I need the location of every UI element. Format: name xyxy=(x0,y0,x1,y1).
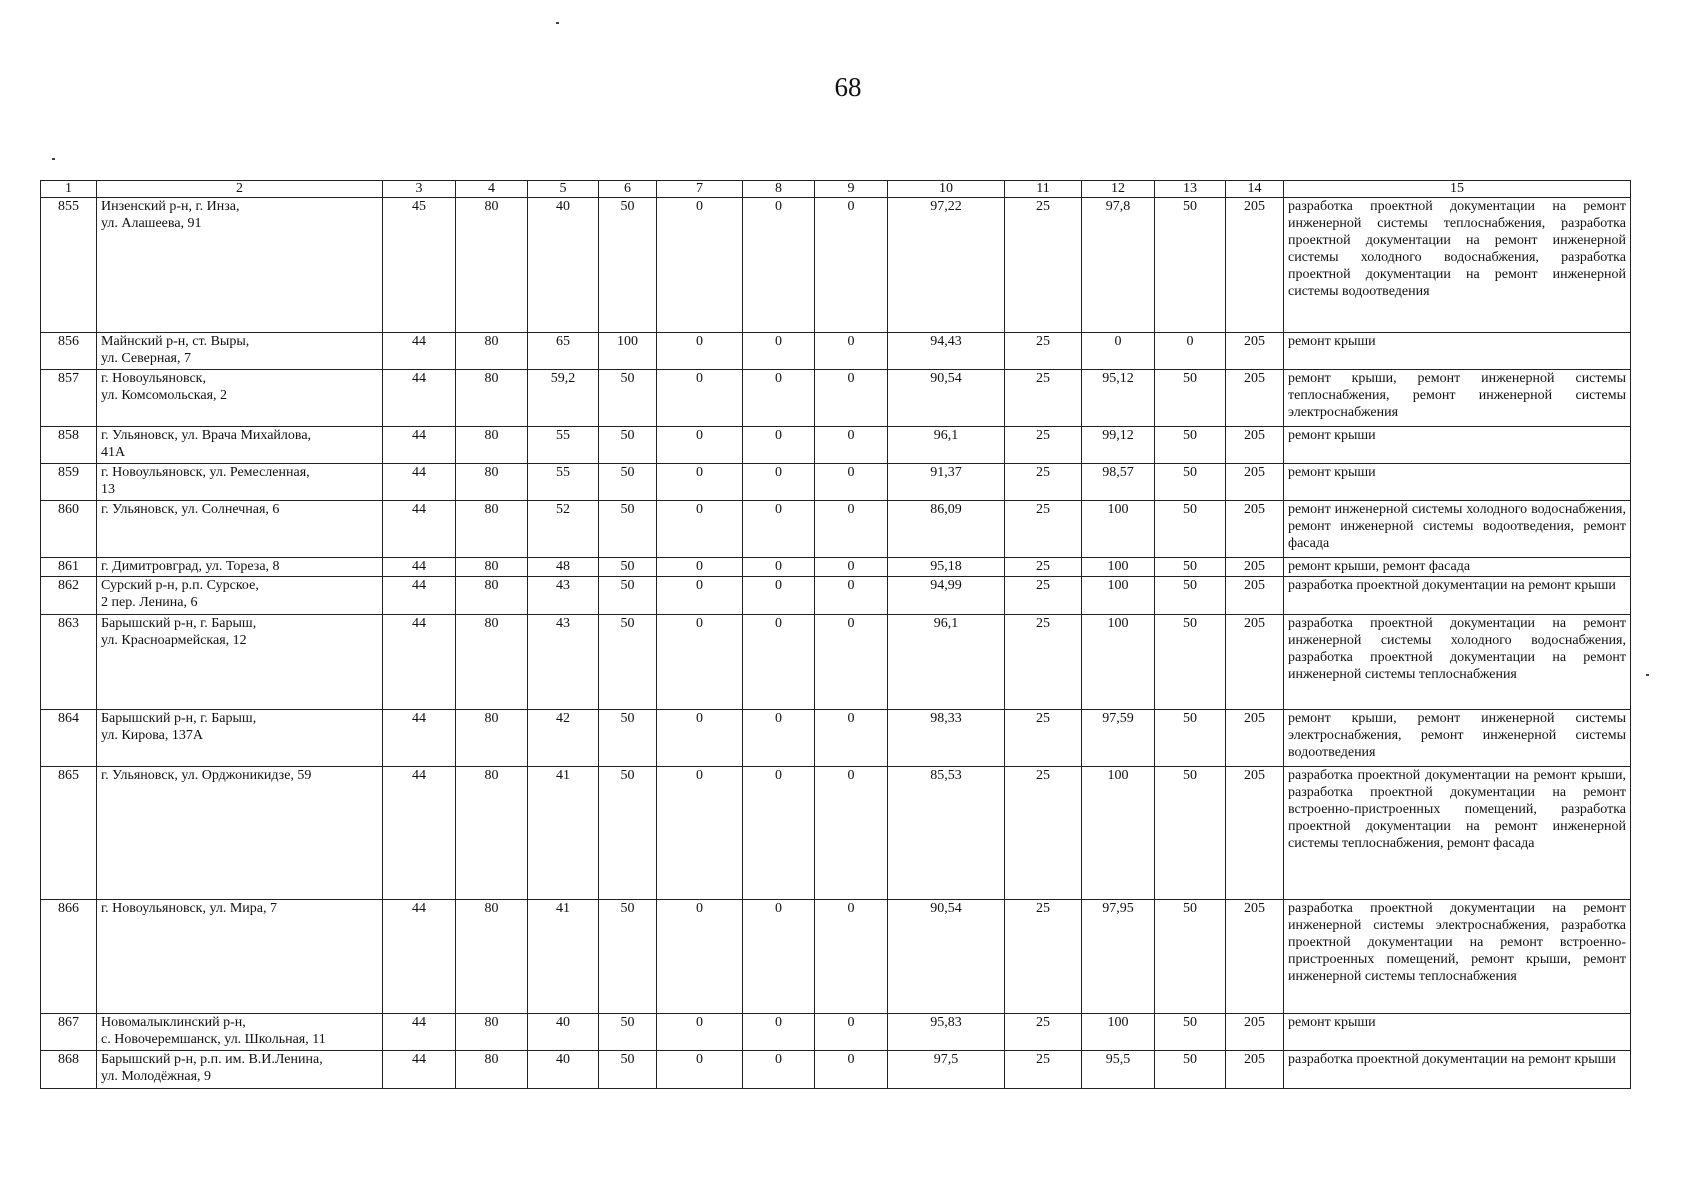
value-cell-col11: 25 xyxy=(1005,198,1082,333)
address-cell: Барышский р-н, г. Барыш, ул. Красноармейская, 12 xyxy=(97,615,383,710)
value-cell-col12: 98,57 xyxy=(1082,464,1155,501)
row-number-cell: 867 xyxy=(41,1014,97,1051)
value-cell-col7: 0 xyxy=(657,333,743,370)
work-description-cell: ремонт крыши xyxy=(1284,464,1631,501)
address-cell: Барышский р-н, р.п. им. В.И.Ленина, ул. Молодёжная, 9 xyxy=(97,1051,383,1089)
value-cell-col7: 0 xyxy=(657,577,743,615)
value-cell-col5: 43 xyxy=(528,577,599,615)
value-cell-col9: 0 xyxy=(815,615,888,710)
value-cell-col8: 0 xyxy=(743,1051,815,1089)
value-cell-col9: 0 xyxy=(815,900,888,1014)
value-cell-col14: 205 xyxy=(1226,767,1284,900)
value-cell-col3: 45 xyxy=(383,198,456,333)
table-row xyxy=(41,370,1631,427)
value-cell-col11: 25 xyxy=(1005,427,1082,464)
table-row xyxy=(41,900,1631,1014)
value-cell-col3: 44 xyxy=(383,501,456,558)
table-row xyxy=(41,427,1631,464)
value-cell-col11: 25 xyxy=(1005,1014,1082,1051)
address-cell: Майнский р-н, ст. Выры, ул. Северная, 7 xyxy=(97,333,383,370)
value-cell-col10: 97,5 xyxy=(888,1051,1005,1089)
value-cell-col6: 50 xyxy=(599,198,657,333)
value-cell-col6: 50 xyxy=(599,767,657,900)
value-cell-col4: 80 xyxy=(456,198,528,333)
column-number-header: 7 xyxy=(657,181,743,198)
value-cell-col13: 50 xyxy=(1155,370,1226,427)
data-table xyxy=(40,180,1631,1089)
value-cell-col3: 44 xyxy=(383,577,456,615)
value-cell-col9: 0 xyxy=(815,558,888,577)
value-cell-col13: 50 xyxy=(1155,427,1226,464)
value-cell-col8: 0 xyxy=(743,615,815,710)
value-cell-col11: 25 xyxy=(1005,558,1082,577)
value-cell-col13: 50 xyxy=(1155,198,1226,333)
value-cell-col14: 205 xyxy=(1226,615,1284,710)
column-number-header: 1 xyxy=(41,181,97,198)
value-cell-col13: 50 xyxy=(1155,464,1226,501)
table-row xyxy=(41,501,1631,558)
value-cell-col13: 50 xyxy=(1155,900,1226,1014)
table-row xyxy=(41,464,1631,501)
value-cell-col11: 25 xyxy=(1005,767,1082,900)
table-row xyxy=(41,710,1631,767)
value-cell-col9: 0 xyxy=(815,333,888,370)
value-cell-col8: 0 xyxy=(743,577,815,615)
value-cell-col11: 25 xyxy=(1005,577,1082,615)
value-cell-col6: 100 xyxy=(599,333,657,370)
value-cell-col4: 80 xyxy=(456,333,528,370)
column-number-header: 9 xyxy=(815,181,888,198)
value-cell-col10: 96,1 xyxy=(888,615,1005,710)
value-cell-col7: 0 xyxy=(657,370,743,427)
value-cell-col6: 50 xyxy=(599,577,657,615)
work-description-cell: ремонт крыши, ремонт инженерной системы теплоснабжения, ремонт инженерной системы электроснабжения xyxy=(1284,370,1631,427)
value-cell-col3: 44 xyxy=(383,427,456,464)
value-cell-col4: 80 xyxy=(456,464,528,501)
column-number-header: 3 xyxy=(383,181,456,198)
value-cell-col13: 50 xyxy=(1155,1014,1226,1051)
row-number-cell: 865 xyxy=(41,767,97,900)
value-cell-col10: 97,22 xyxy=(888,198,1005,333)
value-cell-col14: 205 xyxy=(1226,198,1284,333)
value-cell-col14: 205 xyxy=(1226,558,1284,577)
address-cell: Инзенский р-н, г. Инза, ул. Алашеева, 91 xyxy=(97,198,383,333)
value-cell-col7: 0 xyxy=(657,558,743,577)
value-cell-col10: 86,09 xyxy=(888,501,1005,558)
column-number-header: 11 xyxy=(1005,181,1082,198)
value-cell-col6: 50 xyxy=(599,558,657,577)
row-number-cell: 868 xyxy=(41,1051,97,1089)
value-cell-col8: 0 xyxy=(743,333,815,370)
column-number-header: 13 xyxy=(1155,181,1226,198)
value-cell-col4: 80 xyxy=(456,1051,528,1089)
value-cell-col6: 50 xyxy=(599,615,657,710)
row-number-cell: 860 xyxy=(41,501,97,558)
table-row xyxy=(41,1014,1631,1051)
value-cell-col11: 25 xyxy=(1005,900,1082,1014)
value-cell-col8: 0 xyxy=(743,767,815,900)
table-row xyxy=(41,333,1631,370)
value-cell-col10: 98,33 xyxy=(888,710,1005,767)
value-cell-col12: 97,8 xyxy=(1082,198,1155,333)
value-cell-col5: 52 xyxy=(528,501,599,558)
column-number-header: 15 xyxy=(1284,181,1631,198)
value-cell-col12: 100 xyxy=(1082,615,1155,710)
value-cell-col14: 205 xyxy=(1226,1051,1284,1089)
value-cell-col7: 0 xyxy=(657,767,743,900)
value-cell-col12: 100 xyxy=(1082,558,1155,577)
value-cell-col13: 50 xyxy=(1155,1051,1226,1089)
value-cell-col7: 0 xyxy=(657,464,743,501)
address-cell: г. Новоульяновск, ул. Комсомольская, 2 xyxy=(97,370,383,427)
row-number-cell: 857 xyxy=(41,370,97,427)
scan-speck xyxy=(1646,674,1649,676)
value-cell-col10: 95,18 xyxy=(888,558,1005,577)
value-cell-col10: 90,54 xyxy=(888,900,1005,1014)
value-cell-col9: 0 xyxy=(815,501,888,558)
value-cell-col5: 59,2 xyxy=(528,370,599,427)
value-cell-col5: 55 xyxy=(528,427,599,464)
value-cell-col10: 85,53 xyxy=(888,767,1005,900)
value-cell-col7: 0 xyxy=(657,198,743,333)
value-cell-col9: 0 xyxy=(815,710,888,767)
value-cell-col4: 80 xyxy=(456,427,528,464)
value-cell-col8: 0 xyxy=(743,198,815,333)
work-description-cell: разработка проектной документации на ремонт инженерной системы теплоснабжения, разработка проектной документации на ремонт инженерной системы холодного водоснабжения, разработка проектной документации на ремонт инженерной системы водоотведения xyxy=(1284,198,1631,333)
value-cell-col7: 0 xyxy=(657,501,743,558)
value-cell-col5: 40 xyxy=(528,1014,599,1051)
value-cell-col9: 0 xyxy=(815,767,888,900)
work-description-cell: ремонт инженерной системы холодного водоснабжения, ремонт инженерной системы водоотведения, ремонт фасада xyxy=(1284,501,1631,558)
value-cell-col12: 99,12 xyxy=(1082,427,1155,464)
address-cell: г. Новоульяновск, ул. Мира, 7 xyxy=(97,900,383,1014)
address-cell: Сурский р-н, р.п. Сурское, 2 пер. Ленина, 6 xyxy=(97,577,383,615)
value-cell-col5: 42 xyxy=(528,710,599,767)
value-cell-col13: 50 xyxy=(1155,558,1226,577)
value-cell-col3: 44 xyxy=(383,615,456,710)
value-cell-col8: 0 xyxy=(743,710,815,767)
value-cell-col3: 44 xyxy=(383,333,456,370)
column-number-header: 4 xyxy=(456,181,528,198)
value-cell-col3: 44 xyxy=(383,1051,456,1089)
value-cell-col10: 95,83 xyxy=(888,1014,1005,1051)
address-cell: Барышский р-н, г. Барыш, ул. Кирова, 137А xyxy=(97,710,383,767)
address-cell: г. Ульяновск, ул. Орджоникидзе, 59 xyxy=(97,767,383,900)
value-cell-col3: 44 xyxy=(383,1014,456,1051)
value-cell-col13: 50 xyxy=(1155,710,1226,767)
value-cell-col12: 100 xyxy=(1082,577,1155,615)
work-description-cell: ремонт крыши, ремонт фасада xyxy=(1284,558,1631,577)
row-number-cell: 864 xyxy=(41,710,97,767)
value-cell-col14: 205 xyxy=(1226,1014,1284,1051)
value-cell-col13: 50 xyxy=(1155,577,1226,615)
value-cell-col10: 94,43 xyxy=(888,333,1005,370)
value-cell-col12: 100 xyxy=(1082,767,1155,900)
table-row xyxy=(41,767,1631,900)
value-cell-col5: 43 xyxy=(528,615,599,710)
value-cell-col12: 95,5 xyxy=(1082,1051,1155,1089)
value-cell-col9: 0 xyxy=(815,464,888,501)
value-cell-col8: 0 xyxy=(743,464,815,501)
value-cell-col11: 25 xyxy=(1005,1051,1082,1089)
value-cell-col14: 205 xyxy=(1226,577,1284,615)
row-number-cell: 859 xyxy=(41,464,97,501)
value-cell-col8: 0 xyxy=(743,1014,815,1051)
address-cell: г. Ульяновск, ул. Врача Михайлова, 41А xyxy=(97,427,383,464)
page-number: 68 xyxy=(834,72,862,102)
work-description-cell: разработка проектной документации на ремонт крыши, разработка проектной документации на ремонт встроенно-пристроенных помещений, разработка проектной документации на ремонт инженерной системы теплоснабжения, ремонт фасада xyxy=(1284,767,1631,900)
table-row xyxy=(41,577,1631,615)
value-cell-col11: 25 xyxy=(1005,464,1082,501)
value-cell-col14: 205 xyxy=(1226,501,1284,558)
value-cell-col10: 94,99 xyxy=(888,577,1005,615)
address-cell: Новомалыклинский р-н, с. Новочеремшанск, ул. Школьная, 11 xyxy=(97,1014,383,1051)
table-row xyxy=(41,198,1631,333)
value-cell-col14: 205 xyxy=(1226,464,1284,501)
work-description-cell: ремонт крыши xyxy=(1284,427,1631,464)
row-number-cell: 863 xyxy=(41,615,97,710)
value-cell-col13: 50 xyxy=(1155,767,1226,900)
column-number-header: 14 xyxy=(1226,181,1284,198)
value-cell-col10: 91,37 xyxy=(888,464,1005,501)
work-description-cell: разработка проектной документации на ремонт инженерной системы электроснабжения, разработка проектной документации на ремонт встроенно-пристроенных помещений, ремонт крыши, ремонт инженерной системы теплоснабжения xyxy=(1284,900,1631,1014)
value-cell-col6: 50 xyxy=(599,900,657,1014)
value-cell-col4: 80 xyxy=(456,370,528,427)
value-cell-col5: 65 xyxy=(528,333,599,370)
value-cell-col9: 0 xyxy=(815,1014,888,1051)
value-cell-col11: 25 xyxy=(1005,710,1082,767)
value-cell-col11: 25 xyxy=(1005,615,1082,710)
value-cell-col14: 205 xyxy=(1226,710,1284,767)
value-cell-col3: 44 xyxy=(383,370,456,427)
value-cell-col9: 0 xyxy=(815,198,888,333)
value-cell-col14: 205 xyxy=(1226,900,1284,1014)
value-cell-col7: 0 xyxy=(657,427,743,464)
column-number-header: 10 xyxy=(888,181,1005,198)
value-cell-col7: 0 xyxy=(657,615,743,710)
value-cell-col4: 80 xyxy=(456,900,528,1014)
table-row xyxy=(41,1051,1631,1089)
value-cell-col13: 50 xyxy=(1155,501,1226,558)
table-body xyxy=(41,198,1631,1089)
value-cell-col8: 0 xyxy=(743,900,815,1014)
address-cell: г. Новоульяновск, ул. Ремесленная, 13 xyxy=(97,464,383,501)
work-description-cell: ремонт крыши xyxy=(1284,1014,1631,1051)
column-number-row xyxy=(41,181,1631,198)
value-cell-col11: 25 xyxy=(1005,370,1082,427)
scan-speck xyxy=(556,22,559,24)
value-cell-col7: 0 xyxy=(657,1014,743,1051)
value-cell-col11: 25 xyxy=(1005,333,1082,370)
value-cell-col4: 80 xyxy=(456,615,528,710)
value-cell-col5: 40 xyxy=(528,198,599,333)
value-cell-col8: 0 xyxy=(743,370,815,427)
value-cell-col10: 96,1 xyxy=(888,427,1005,464)
column-number-header: 5 xyxy=(528,181,599,198)
value-cell-col6: 50 xyxy=(599,710,657,767)
column-number-header: 8 xyxy=(743,181,815,198)
value-cell-col6: 50 xyxy=(599,1014,657,1051)
value-cell-col14: 205 xyxy=(1226,427,1284,464)
value-cell-col3: 44 xyxy=(383,900,456,1014)
value-cell-col3: 44 xyxy=(383,767,456,900)
value-cell-col12: 97,59 xyxy=(1082,710,1155,767)
value-cell-col4: 80 xyxy=(456,767,528,900)
value-cell-col5: 48 xyxy=(528,558,599,577)
work-description-cell: разработка проектной документации на ремонт крыши xyxy=(1284,1051,1631,1089)
work-description-cell: ремонт крыши, ремонт инженерной системы электроснабжения, ремонт инженерной системы водоотведения xyxy=(1284,710,1631,767)
value-cell-col9: 0 xyxy=(815,427,888,464)
address-cell: г. Ульяновск, ул. Солнечная, 6 xyxy=(97,501,383,558)
column-number-header: 6 xyxy=(599,181,657,198)
value-cell-col14: 205 xyxy=(1226,370,1284,427)
value-cell-col10: 90,54 xyxy=(888,370,1005,427)
address-cell: г. Димитровград, ул. Тореза, 8 xyxy=(97,558,383,577)
row-number-cell: 866 xyxy=(41,900,97,1014)
value-cell-col4: 80 xyxy=(456,558,528,577)
value-cell-col6: 50 xyxy=(599,464,657,501)
value-cell-col4: 80 xyxy=(456,501,528,558)
value-cell-col5: 40 xyxy=(528,1051,599,1089)
value-cell-col9: 0 xyxy=(815,1051,888,1089)
row-number-cell: 862 xyxy=(41,577,97,615)
value-cell-col5: 41 xyxy=(528,900,599,1014)
work-description-cell: разработка проектной документации на ремонт инженерной системы холодного водоснабжения, разработка проектной документации на ремонт инженерной системы теплоснабжения xyxy=(1284,615,1631,710)
work-description-cell: ремонт крыши xyxy=(1284,333,1631,370)
value-cell-col12: 0 xyxy=(1082,333,1155,370)
value-cell-col4: 80 xyxy=(456,577,528,615)
value-cell-col6: 50 xyxy=(599,370,657,427)
value-cell-col6: 50 xyxy=(599,427,657,464)
value-cell-col4: 80 xyxy=(456,1014,528,1051)
value-cell-col3: 44 xyxy=(383,710,456,767)
value-cell-col7: 0 xyxy=(657,900,743,1014)
value-cell-col12: 100 xyxy=(1082,1014,1155,1051)
scan-speck xyxy=(52,158,55,160)
value-cell-col6: 50 xyxy=(599,1051,657,1089)
value-cell-col11: 25 xyxy=(1005,501,1082,558)
value-cell-col3: 44 xyxy=(383,558,456,577)
row-number-cell: 858 xyxy=(41,427,97,464)
value-cell-col8: 0 xyxy=(743,558,815,577)
table-row xyxy=(41,615,1631,710)
value-cell-col14: 205 xyxy=(1226,333,1284,370)
value-cell-col8: 0 xyxy=(743,501,815,558)
row-number-cell: 855 xyxy=(41,198,97,333)
value-cell-col6: 50 xyxy=(599,501,657,558)
value-cell-col5: 41 xyxy=(528,767,599,900)
value-cell-col7: 0 xyxy=(657,1051,743,1089)
value-cell-col12: 95,12 xyxy=(1082,370,1155,427)
value-cell-col12: 100 xyxy=(1082,501,1155,558)
value-cell-col13: 50 xyxy=(1155,615,1226,710)
column-number-header: 12 xyxy=(1082,181,1155,198)
value-cell-col12: 97,95 xyxy=(1082,900,1155,1014)
value-cell-col5: 55 xyxy=(528,464,599,501)
row-number-cell: 861 xyxy=(41,558,97,577)
work-description-cell: разработка проектной документации на ремонт крыши xyxy=(1284,577,1631,615)
value-cell-col4: 80 xyxy=(456,710,528,767)
value-cell-col8: 0 xyxy=(743,427,815,464)
value-cell-col7: 0 xyxy=(657,710,743,767)
value-cell-col13: 0 xyxy=(1155,333,1226,370)
row-number-cell: 856 xyxy=(41,333,97,370)
column-number-header: 2 xyxy=(97,181,383,198)
table-row xyxy=(41,558,1631,577)
value-cell-col9: 0 xyxy=(815,370,888,427)
value-cell-col3: 44 xyxy=(383,464,456,501)
value-cell-col9: 0 xyxy=(815,577,888,615)
